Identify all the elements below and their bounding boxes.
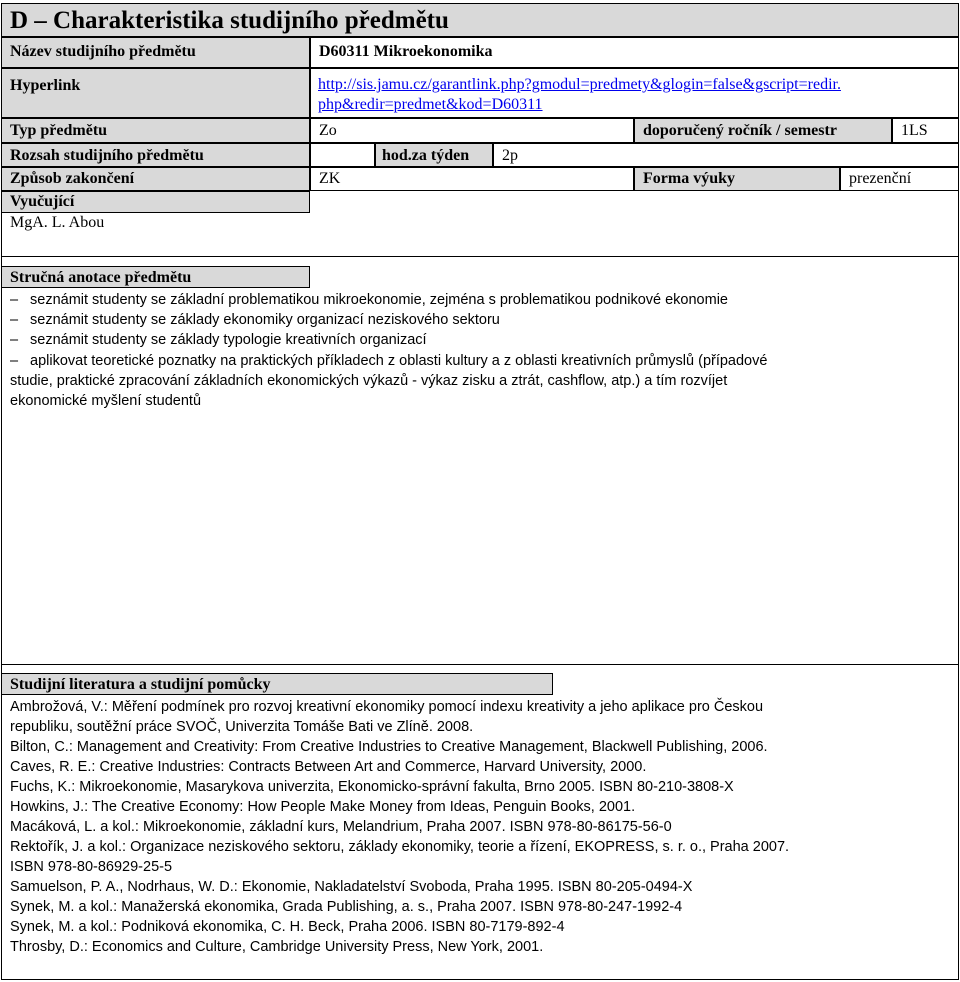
nazev-value: D60311 Mikroekonomika	[310, 37, 959, 68]
anotace-item-continued: studie, praktické zpracování základních ekonomických výkazů - výkaz zisku a ztrát, cashflow, atp.) a tím rozvíjet	[10, 373, 728, 389]
anotace-list	[10, 290, 955, 411]
literatura-heading: Studijní literatura a studijní pomůcky	[1, 673, 553, 695]
rocnik-value: 1LS	[892, 118, 959, 143]
dash-icon: –	[10, 353, 19, 369]
dash-icon: –	[10, 332, 19, 348]
anotace-item: – aplikovat teoretické poznatky na praktických příkladech z oblasti kultury a z oblasti kreativních průmyslů (případové	[10, 353, 768, 369]
vyucujici-label: Vyučující	[1, 191, 310, 213]
page-title-text: D – Charakteristika studijního předmětu	[10, 7, 449, 34]
hod-value: 2p	[493, 143, 959, 167]
literatura-line: Ambrožová, V.: Měření podmínek pro rozvoj kreativní ekonomiky pomocí indexu kreativity a jeho aplikace pro Českou	[10, 699, 764, 715]
vyucujici-section-border	[1, 191, 959, 257]
literatura-line: Synek, M. a kol.: Podniková ekonomika, C. H. Beck, Praha 2006. ISBN 80-7179-892-4	[10, 919, 565, 935]
literatura-line: ISBN 978-80-86929-25-5	[10, 859, 173, 875]
literatura-line: Caves, R. E.: Creative Industries: Contracts Between Art and Commerce, Harvard University, 2000.	[10, 759, 647, 775]
hyperlink-label: Hyperlink	[1, 68, 310, 118]
zakonceni-label: Způsob zakončení	[1, 167, 310, 191]
forma-value: prezenční	[840, 167, 959, 191]
page-title	[1, 3, 959, 37]
forma-label: Forma výuky	[634, 167, 840, 191]
rozsah-blank	[310, 143, 375, 167]
hod-label: hod.za týden	[375, 143, 493, 167]
anotace-heading: Stručná anotace předmětu	[1, 266, 310, 288]
dash-icon: –	[10, 312, 19, 328]
anotace-item: – seznámit studenty se základní problematikou mikroekonomie, zejména s problematikou podnikové ekonomie	[10, 292, 728, 308]
anotace-item: – seznámit studenty se základy ekonomiky organizací neziskového sektoru	[10, 312, 500, 328]
literatura-line: Bilton, C.: Management and Creativity: From Creative Industries to Creative Management, Blackwell Publishing, 2006.	[10, 739, 768, 755]
nazev-label: Název studijního předmětu	[1, 37, 310, 68]
literatura-line: Samuelson, P. A., Nodrhaus, W. D.: Ekonomie, Nakladatelství Svoboda, Praha 1995. ISBN 80-205-0494-X	[10, 879, 693, 895]
literatura-list	[10, 697, 955, 957]
typ-label: Typ předmětu	[1, 118, 310, 143]
hyperlink-link-line2[interactable]: php&redir=predmet&kod=D60311	[318, 96, 543, 113]
anotace-item: – seznámit studenty se základy typologie kreativních organizací	[10, 332, 427, 348]
literatura-line: Fuchs, K.: Mikroekonomie, Masarykova univerzita, Ekonomicko-správní fakulta, Brno 2005. ISBN 80-210-3808-X	[10, 779, 734, 795]
rozsah-label: Rozsah studijního předmětu	[1, 143, 310, 167]
literatura-line: Throsby, D.: Economics and Culture, Cambridge University Press, New York, 2001.	[10, 939, 544, 955]
section-divider	[1, 664, 959, 665]
typ-value: Zo	[310, 118, 634, 143]
vyucujici-value: MgA. L. Abou	[10, 214, 105, 231]
literatura-line: republiku, soutěžní práce SVOČ, Univerzita Tomáše Bati ve Zlíně. 2008.	[10, 719, 474, 735]
literatura-line: Macáková, L. a kol.: Mikroekonomie, základní kurs, Melandrium, Praha 2007. ISBN 978-80-86175-56-0	[10, 819, 672, 835]
dash-icon: –	[10, 292, 19, 308]
literatura-line: Howkins, J.: The Creative Economy: How People Make Money from Ideas, Penguin Books, 2001.	[10, 799, 636, 815]
anotace-item-continued: ekonomické myšlení studentů	[10, 393, 202, 409]
literatura-line: Synek, M. a kol.: Manažerská ekonomika, Grada Publishing, a. s., Praha 2007. ISBN 978-80-247-1992-4	[10, 899, 683, 915]
literatura-line: Rektořík, J. a kol.: Organizace neziskového sektoru, základy ekonomiky, teorie a řízení, EKOPRESS, s. r. o., Praha 2007.	[10, 839, 790, 855]
zakonceni-value: ZK	[310, 167, 634, 191]
hyperlink-link-line1[interactable]: http://sis.jamu.cz/garantlink.php?gmodul=predmety&glogin=false&gscript=redir.	[318, 76, 841, 93]
hyperlink-value	[310, 68, 959, 118]
rocnik-label: doporučený ročník / semestr	[634, 118, 892, 143]
